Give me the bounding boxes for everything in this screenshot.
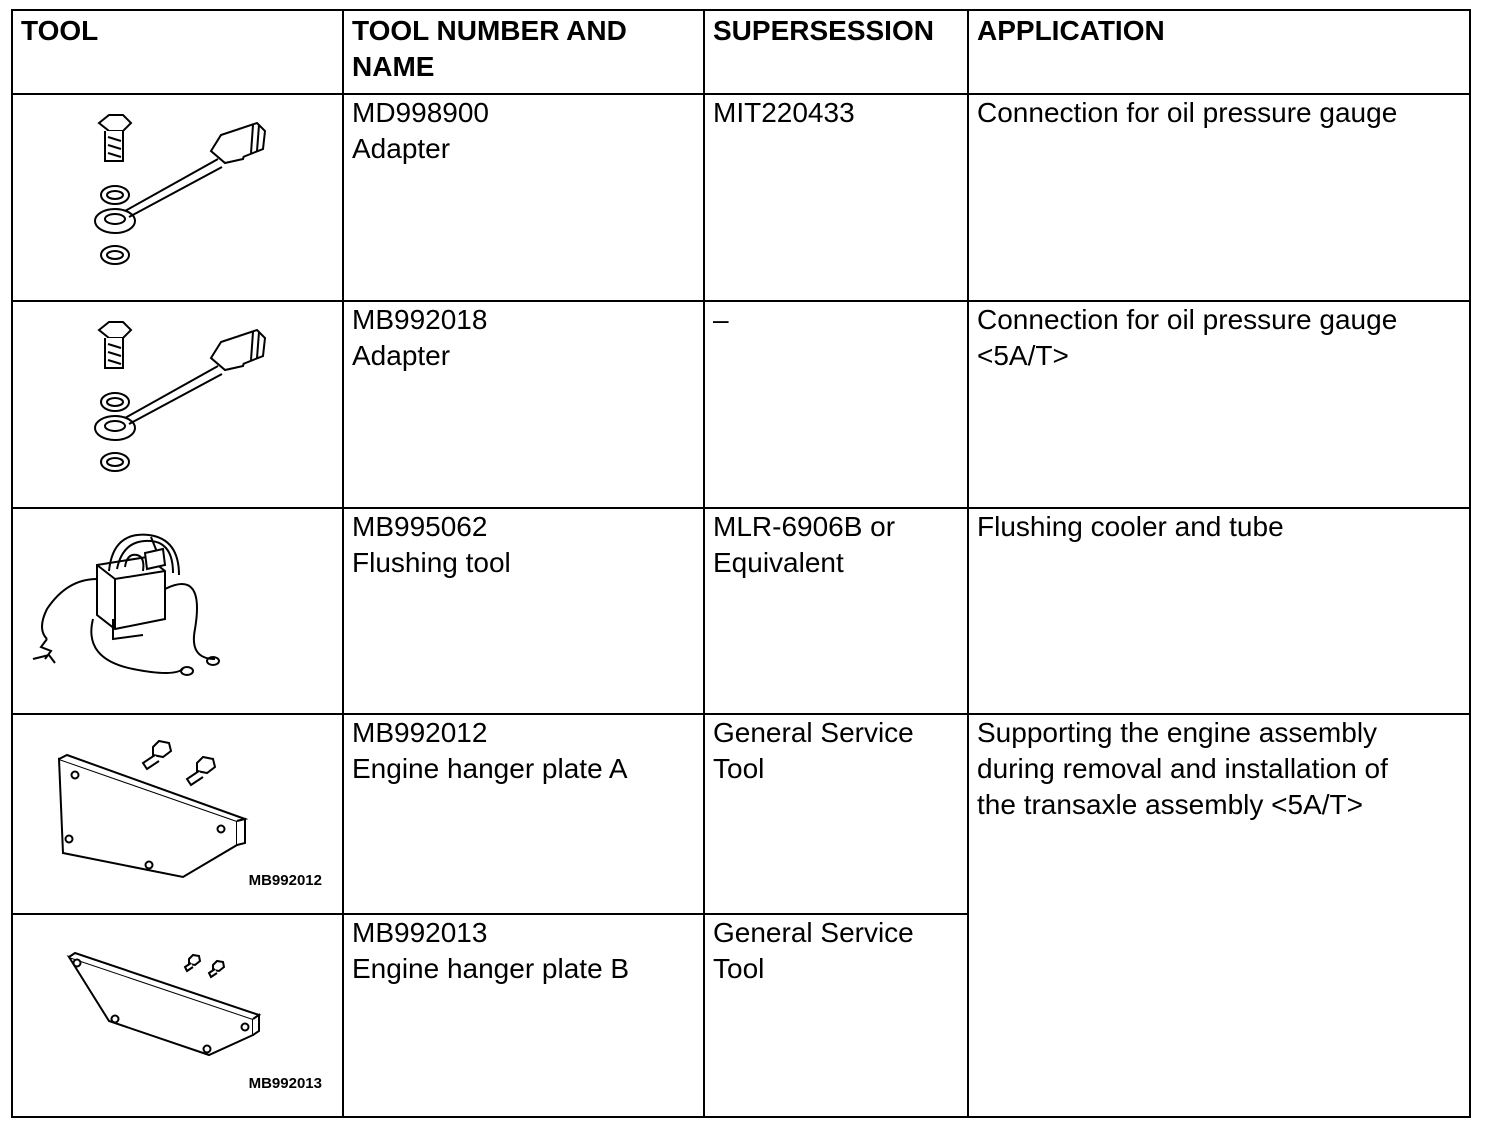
header-supersession: SUPERSESSION	[704, 10, 968, 94]
supersession-cell: –	[704, 301, 968, 508]
supersession-cell: MIT220433	[704, 94, 968, 301]
header-application: APPLICATION	[968, 10, 1470, 94]
flushing-tool-icon	[13, 509, 344, 715]
supersession-cell: MLR-6906B or Equivalent	[704, 508, 968, 714]
tool-image-cell	[12, 914, 343, 1117]
tool-number-name-cell	[343, 714, 704, 914]
tool-name: Adapter	[352, 340, 451, 371]
tool-number-name-cell	[343, 94, 704, 301]
header-tool-number-name: TOOL NUMBER AND NAME	[343, 10, 704, 94]
table-row	[12, 714, 1470, 914]
supersession-cell: General Service Tool	[704, 714, 968, 914]
tool-image-cell	[12, 301, 343, 508]
tool-number: MB992018	[352, 304, 488, 335]
tool-number-name-cell	[343, 301, 704, 508]
tool-number: MB992013	[352, 917, 488, 948]
supersession-cell: General Service Tool	[704, 914, 968, 1117]
tool-number-name-cell	[343, 914, 704, 1117]
application-cell: Connection for oil pressure gauge	[968, 94, 1470, 301]
adapter-tool-icon	[13, 95, 344, 302]
table-row	[12, 94, 1470, 301]
tool-number: MB992012	[352, 717, 488, 748]
tool-number: MB995062	[352, 511, 488, 542]
tool-number-name-cell	[343, 508, 704, 714]
table-row	[12, 301, 1470, 508]
tool-number: MD998900	[352, 97, 489, 128]
image-caption: MB992012	[248, 872, 322, 889]
tool-name: Flushing tool	[352, 547, 511, 578]
application-cell: Flushing cooler and tube	[968, 508, 1470, 714]
tool-image-cell	[12, 94, 343, 301]
tool-image-cell	[12, 714, 343, 914]
image-caption: MB992013	[248, 1075, 322, 1092]
application-cell: Supporting the engine assembly during removal and installation of the transaxle assembly <5A/T>	[968, 714, 1470, 1117]
tool-image-cell	[12, 508, 343, 714]
application-cell: Connection for oil pressure gauge <5A/T>	[968, 301, 1470, 508]
special-tools-table	[11, 9, 1471, 1118]
tool-name: Engine hanger plate A	[352, 753, 628, 784]
tool-name: Adapter	[352, 133, 451, 164]
tool-name: Engine hanger plate B	[352, 953, 630, 984]
header-row	[12, 10, 1470, 94]
header-tool: TOOL	[12, 10, 343, 94]
adapter-tool-icon	[13, 302, 344, 509]
table-row	[12, 508, 1470, 714]
